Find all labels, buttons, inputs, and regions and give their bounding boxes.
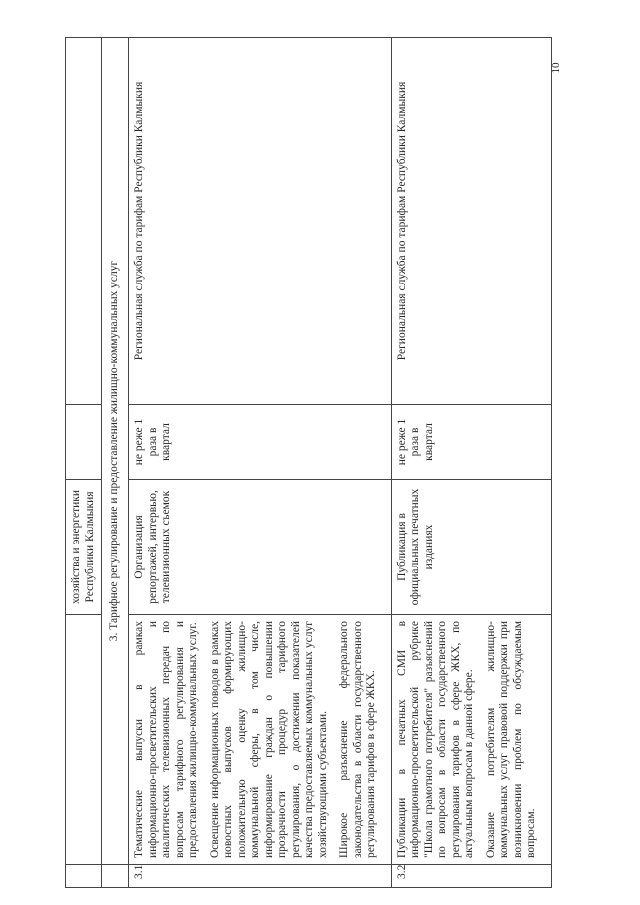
section-row <box>102 38 129 888</box>
row-number: 3.1 <box>129 865 392 888</box>
row-description: Публикации в печатных СМИ в информационно-просветительской рубрикe "Школа грамотного потребителя" разъяснений по вопросам в области государственного регулирования тарифов в сфере ЖКХ, по актуальным вопросам в данной сфере. Оказание потребителям жилищно-коммунальных услуг правовой поддержки при возникновении проблем по обсуждаемым вопросам. <box>391 615 551 865</box>
rotated-table-area <box>65 38 537 888</box>
row-form: Публикация в официальных печатных изданиях <box>391 480 551 615</box>
section-title: 3. Тарифное регулирование и предоставление жилищно-коммунальных услуг <box>102 38 129 865</box>
row-description: Тематические выпуски в рамках информационно-просветительских и аналитических телевизионных передач по вопросам тарифного регулирования и предоставления жилищно-коммунальных услуг. Освещение информационных поводов в рамках новостных выпусков формирующих положительную оценку жилищно-коммунальной сферы, в том числе, информирование граждан о повышении прозрачности процедур тарифного регулирования, о достижении показателей качества предоставляемых коммунальных услуг хозяйствующими субъектами. Широкое разъяснение федерального законодательства в области государственного регулирования тарифов в сфере ЖКХ. <box>129 615 392 865</box>
row-responsible: Региональная служба по тарифам Республики Калмыкия <box>391 38 551 405</box>
page-number: 10 <box>550 62 562 74</box>
table-row <box>129 38 392 888</box>
plan-table <box>65 37 552 888</box>
table-wrapper <box>65 38 537 888</box>
cell-section-num-empty <box>102 865 129 888</box>
row-period: не реже 1 раза в квартал <box>391 405 551 480</box>
row-number: 3.2 <box>391 865 551 888</box>
table-row-continuation <box>66 38 102 888</box>
cell-period-empty <box>66 405 102 480</box>
cell-responsible-previous: хозяйства и энергетики Республики Калмыкия <box>66 480 102 615</box>
row-form: Организация репортажей, интервью, телевизионных съемок <box>129 480 392 615</box>
table-row <box>391 38 551 888</box>
row-responsible: Региональная служба по тарифам Республики Калмыкия <box>129 38 392 405</box>
cell-content-empty <box>66 615 102 865</box>
row-period: не реже 1 раза в квартал <box>129 405 392 480</box>
cell-extra-empty <box>66 38 102 405</box>
cell-num-empty <box>66 865 102 888</box>
